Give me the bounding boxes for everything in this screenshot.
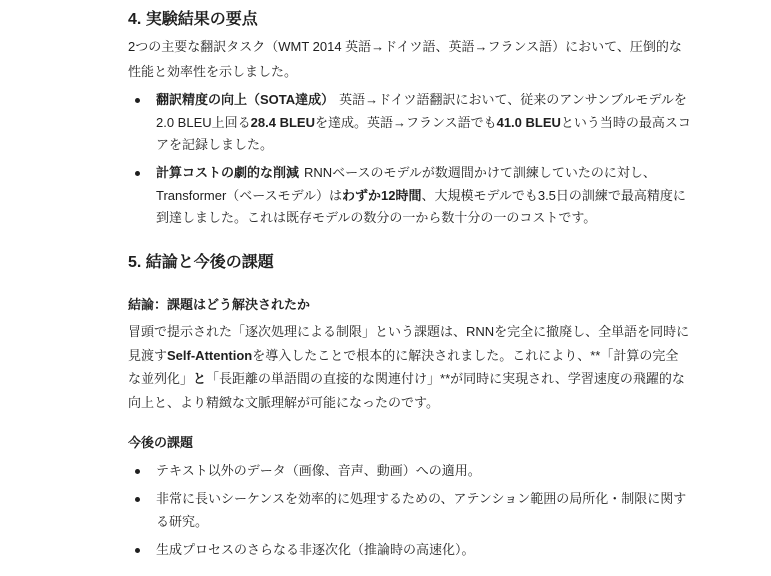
list-item-future-work xyxy=(128,488,686,533)
paragraph-line: 向上と、より精緻な文脈理解が可能になったのです。 xyxy=(128,394,439,410)
text-segment: な並列化」 xyxy=(128,371,194,386)
list-item-line xyxy=(156,112,691,135)
paragraph-line xyxy=(128,344,689,368)
text-segment: RNNベースのモデルが数週間かけて訓練していたのに対し、 xyxy=(304,165,656,180)
text-segment: 見渡す xyxy=(128,347,168,363)
section-4-intro-paragraph xyxy=(128,35,682,84)
bold-score: 41.0 BLEU xyxy=(496,114,561,130)
bullet-marker xyxy=(135,548,140,553)
bullet-marker xyxy=(135,98,140,103)
bold-score: 28.4 BLEU xyxy=(250,114,315,130)
future-work-subheading: 今後の課題 xyxy=(128,435,194,450)
text-segment: という当時の最高スコ xyxy=(560,114,691,130)
list-item-line: 非常に長いシーケンスを効率的に処理するための、アテンション範囲の局所化・制限に関す xyxy=(156,491,687,506)
text-segment: Transformer（ベースモデル）は xyxy=(156,187,343,203)
list-item-line xyxy=(156,162,686,185)
text-segment: を達成。英語→フランス語でも xyxy=(314,114,497,130)
conclusion-paragraph xyxy=(128,320,689,414)
text-segment: 「長距離の単語間の直接的な関連付け」**が同時に実現され、学習速度の飛躍的な xyxy=(206,371,685,386)
paragraph-line: 冒頭で提示された「逐次処理による制限」という課題は、RNNを完全に撤廃し、全単語を同時に xyxy=(128,324,690,339)
paragraph-line: 2つの主要な翻訳タスク（WMT 2014 英語→ドイツ語、英語→フランス語）において、圧倒的な xyxy=(128,39,682,54)
list-item-line xyxy=(156,89,691,112)
bullet-marker xyxy=(135,497,140,502)
bullet-marker xyxy=(135,171,140,176)
list-item-compute-cost xyxy=(128,162,686,230)
bullet-title: 計算コストの劇的な削減 xyxy=(156,165,300,180)
bold-emphasis: Self-Attention xyxy=(167,347,253,363)
text-segment: 2.0 BLEU上回る xyxy=(156,114,251,130)
paragraph-line: 性能と効率性を示しました。 xyxy=(128,63,298,79)
list-item-line: テキスト以外のデータ（画像、音声、動画）への適用。 xyxy=(156,463,481,478)
bullet-title: 翻訳精度の向上（SOTA達成） xyxy=(156,92,335,107)
text-segment: を導入したことで根本的に解決されました。これにより、**「計算の完全 xyxy=(252,347,679,363)
list-item-future-work xyxy=(128,460,481,483)
list-item-line: アを記録しました。 xyxy=(156,137,274,152)
bold-emphasis: と xyxy=(193,371,207,386)
list-item-future-work xyxy=(128,539,475,562)
list-item-line: 生成プロセスのさらなる非逐次化（推論時の高速化）。 xyxy=(156,542,475,557)
list-item-line xyxy=(156,185,686,208)
section-4-heading: 4. 実験結果の要点 xyxy=(128,11,258,28)
text-segment: 、大規模モデルでも3.5日の訓練で最高精度に xyxy=(421,187,686,203)
bold-emphasis: わずか12時間 xyxy=(342,187,422,203)
bullet-marker xyxy=(135,469,140,474)
list-item-line: 到達しました。これは既存モデルの数分の一から数十分の一のコストです。 xyxy=(156,210,597,225)
paragraph-line xyxy=(128,367,689,391)
text-segment: 英語→ドイツ語翻訳において、従来のアンサンブルモデルを xyxy=(339,92,687,107)
conclusion-subheading: 結論：課題はどう解決されたか xyxy=(128,297,311,312)
list-item-translation-accuracy xyxy=(128,89,691,157)
section-5-heading: 5. 結論と今後の課題 xyxy=(128,254,274,271)
list-item-line: る研究。 xyxy=(156,513,209,529)
